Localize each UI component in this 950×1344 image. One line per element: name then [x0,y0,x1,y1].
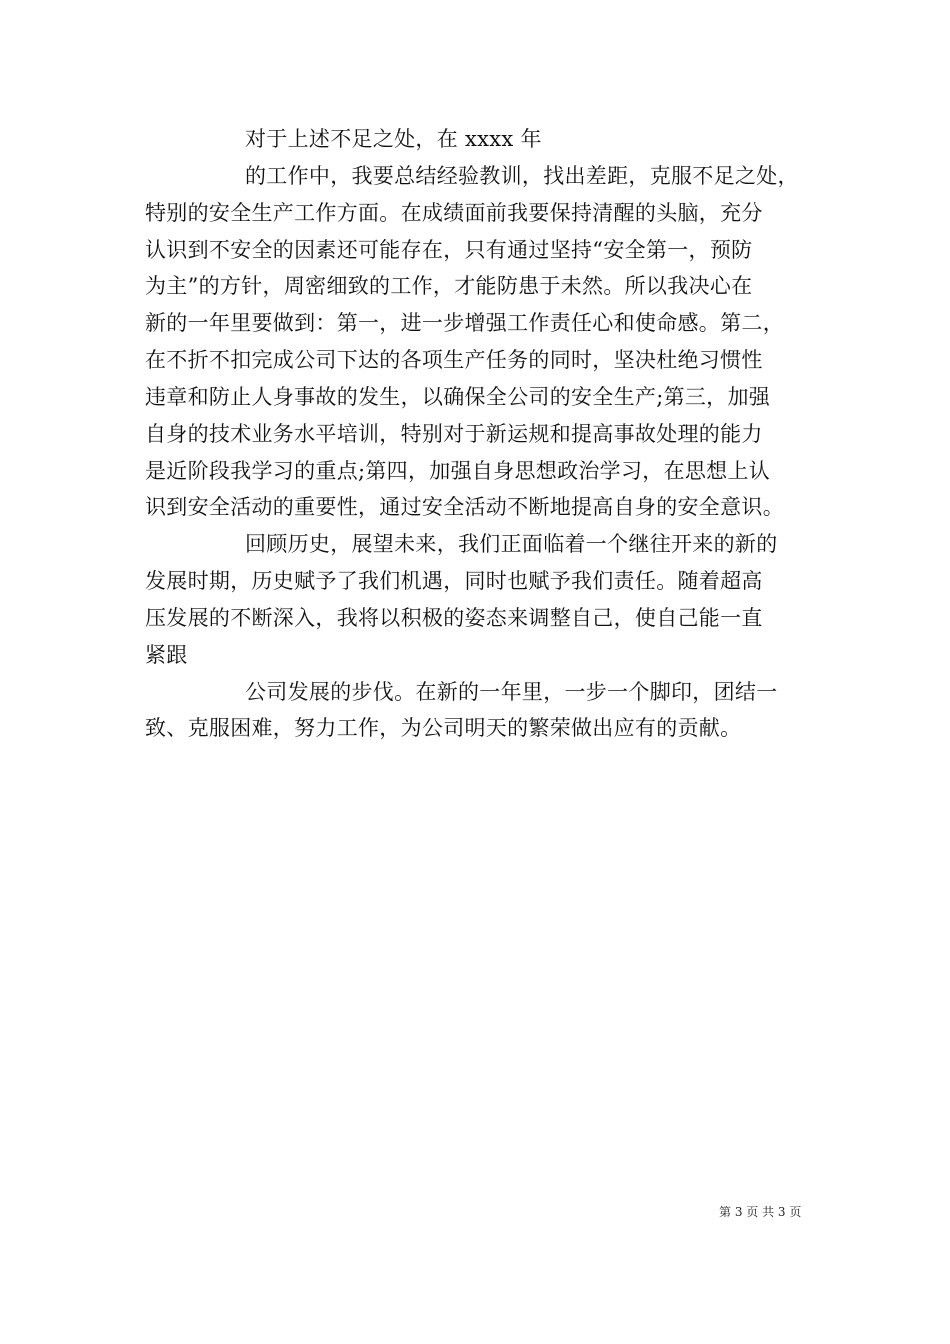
text-line: 在不折不扣完成公司下达的各项生产任务的同时，坚决杜绝习惯性 [145,348,763,372]
text-line: 紧跟 [145,643,188,667]
text-line: 致、克服困难，努力工作，为公司明天的繁荣做出应有的贡献。 [145,716,742,740]
text-line: 自身的技术业务水平培训，特别对于新运规和提高事故处理的能力 [145,422,763,446]
text-line: 违章和防止人身事故的发生，以确保全公司的安全生产;第三，加强 [145,385,771,409]
text-line: 的工作中，我要总结经验教训，找出差距，克服不足之处， [245,164,799,188]
text-line: 对于上述不足之处，在 xxxx 年 [245,127,542,151]
text-line: 特别的安全生产工作方面。在成绩面前我要保持清醒的头脑，充分 [145,201,763,225]
text-line: 回顾历史，展望未来，我们正面临着一个继往开来的新的 [245,532,778,556]
text-line: 发展时期，历史赋予了我们机遇，同时也赋予我们责任。随着超高 [145,569,763,593]
text-line: 新的一年里要做到：第一，进一步增强工作责任心和使命感。第二， [145,311,784,335]
text-line: 压发展的不断深入，我将以积极的姿态来调整自己，使自己能一直 [145,606,763,630]
text-line: 是近阶段我学习的重点;第四，加强自身思想政治学习，在思想上认 [145,459,771,483]
text-line: 为主”的方针，周密细致的工作，才能防患于未然。所以我决心在 [145,274,753,298]
text-line: 认识到不安全的因素还可能存在，只有通过坚持“安全第一，预防 [145,238,753,262]
page-footer: 第 3 页 共 3 页 [719,1205,802,1219]
text-line: 识到安全活动的重要性，通过安全活动不断地提高自身的安全意识。 [145,495,784,519]
text-line: 公司发展的步伐。在新的一年里，一步一个脚印，团结一 [245,680,778,704]
